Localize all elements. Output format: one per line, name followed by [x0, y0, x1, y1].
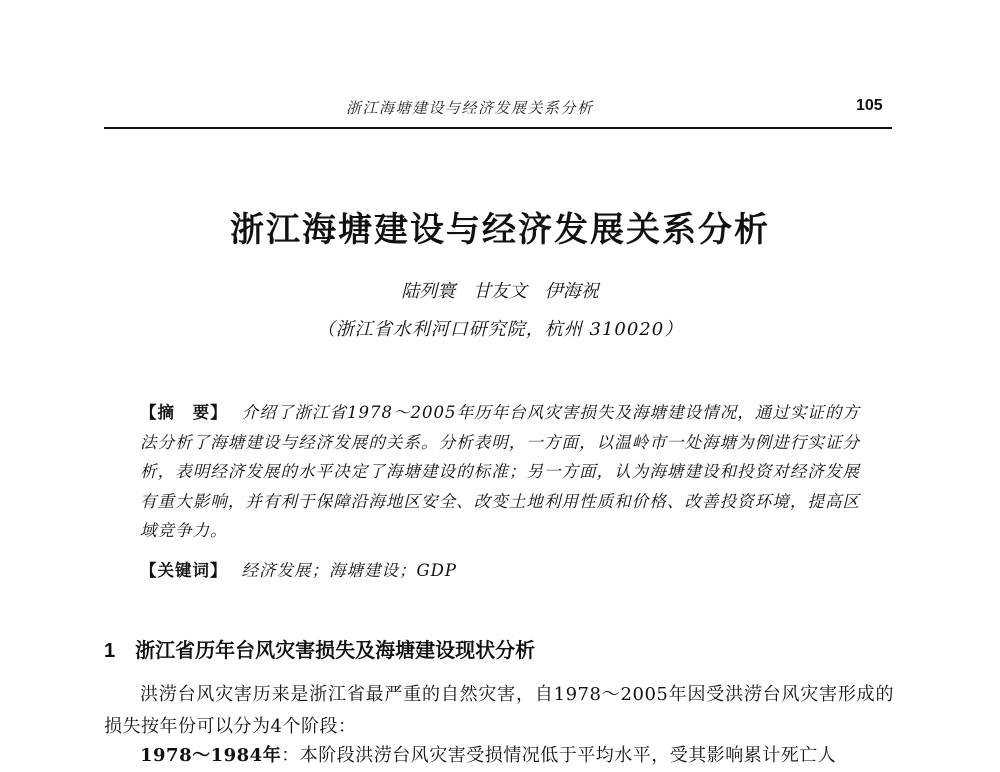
section-title: 浙江省历年台风灾害损失及海塘建设现状分析	[135, 640, 536, 662]
article-title: 浙江海塘建设与经济发展关系分析	[230, 210, 770, 250]
section-number: 1	[104, 640, 116, 662]
keywords-label: 【关键词】	[140, 561, 228, 580]
paragraph-lead: 1978～1984年	[140, 745, 282, 766]
abstract	[140, 398, 860, 546]
page-number: 105	[856, 97, 883, 114]
abstract-label: 【摘 要】	[140, 403, 228, 422]
section-heading	[104, 634, 894, 663]
article-affiliation: （浙江省水利河口研究院，杭州 310020）	[316, 319, 684, 340]
paragraph-text: ：本阶段洪涝台风灾害受损情况低于平均水平，受其影响累计死亡人	[281, 745, 837, 766]
abstract-text: 介绍了浙江省1978～2005年历年台风灾害损失及海塘建设情况，通过实证的方法分析了海塘建设与经济发展的关系。分析表明，一方面，以温岭市一处海塘为例进行实证分析，表明经济发展的水平决定了海塘建设的标准；另一方面，认为海塘建设和投资对经济发展有重大影响，并有利于保障沿海地区安全、改变土地利用性质和价格、改善投资环境，提高区域竞争力。	[140, 403, 861, 540]
body-paragraph-2	[104, 740, 894, 772]
header-rule	[104, 127, 892, 129]
body-paragraph-1: 洪涝台风灾害历来是浙江省最严重的自然灾害，自1978～2005年因受洪涝台风灾害形成的损失按年份可以分为4个阶段：	[104, 684, 894, 737]
keywords-text: 经济发展；海塘建设；GDP	[241, 561, 458, 580]
running-head: 浙江海塘建设与经济发展关系分析	[346, 99, 594, 117]
keywords	[140, 557, 860, 581]
article-authors: 陆列寰 甘友文 伊海祝	[401, 281, 599, 302]
